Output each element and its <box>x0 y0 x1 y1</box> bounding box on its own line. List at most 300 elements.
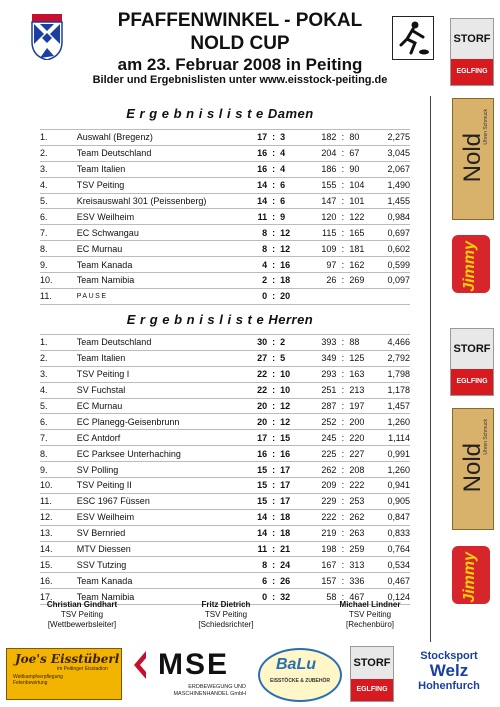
team-cell: SSV Tutzing <box>77 557 244 573</box>
team-cell: Team Kanada <box>77 257 244 273</box>
jimmy-logo <box>452 235 490 293</box>
wins-cell: 16 <box>243 145 267 161</box>
team-cell: Team Italien <box>77 161 244 177</box>
points-against-cell: 104 <box>349 177 375 193</box>
team-cell: EC Planegg-Geisenbrunn <box>77 414 244 430</box>
mse-logo-text: MSE <box>158 648 230 681</box>
points-against-cell: 467 <box>349 589 375 605</box>
points-against-cell: 253 <box>349 493 375 509</box>
wins-cell: 6 <box>243 573 267 589</box>
rank-cell: 4. <box>40 382 77 398</box>
points-against-cell: 162 <box>349 257 375 273</box>
losses-cell: 32 <box>280 589 302 605</box>
table-row <box>40 541 410 557</box>
separator-cell: : <box>336 257 349 273</box>
separator-cell: : <box>336 161 349 177</box>
team-cell: ESC 1967 Füssen <box>77 493 244 509</box>
separator-cell: : <box>267 446 280 462</box>
table-row <box>40 257 410 273</box>
team-cell: Team Kanada <box>77 573 244 589</box>
rank-cell: 2. <box>40 145 77 161</box>
separator-cell: : <box>267 209 280 225</box>
wins-cell: 8 <box>243 557 267 573</box>
points-against-cell: 80 <box>349 130 375 146</box>
quotient-cell: 0,984 <box>375 209 410 225</box>
title-line-1: PFAFFENWINKEL - POKAL <box>117 10 363 31</box>
wins-cell: 4 <box>243 257 267 273</box>
table-row <box>40 430 410 446</box>
wins-cell: 14 <box>243 525 267 541</box>
table-row <box>40 177 410 193</box>
separator-cell: : <box>336 193 349 209</box>
team-cell: Team Deutschland <box>77 335 244 351</box>
rank-cell: 10. <box>40 273 77 289</box>
separator-cell: : <box>336 509 349 525</box>
points-for-cell: 97 <box>302 257 337 273</box>
separator-cell: : <box>267 493 280 509</box>
storf-logo-text: STORF <box>351 647 393 679</box>
nold-logo-text: Nold <box>459 133 486 183</box>
wins-cell: 17 <box>243 130 267 146</box>
results-table-damen <box>40 129 410 305</box>
balu-logo-subtext: EISSTÖCKE & ZUBEHÖR <box>269 678 330 684</box>
quotient-cell: 1,490 <box>375 177 410 193</box>
team-cell: ESV Weilheim <box>77 209 244 225</box>
club-crest-logo <box>30 14 64 60</box>
quotient-cell <box>375 288 410 304</box>
table-row <box>40 130 410 146</box>
table-row <box>40 557 410 573</box>
separator-cell: : <box>336 335 349 351</box>
wins-cell: 16 <box>243 446 267 462</box>
table-row <box>40 414 410 430</box>
separator-cell: : <box>267 145 280 161</box>
signature-club: TSV Peiting <box>204 610 248 619</box>
losses-cell: 2 <box>280 335 302 351</box>
quotient-cell: 1,178 <box>375 382 410 398</box>
separator-cell: : <box>336 493 349 509</box>
team-cell: EC Murnau <box>77 241 244 257</box>
separator-cell: : <box>336 414 349 430</box>
team-cell: SV Fuchstal <box>77 382 244 398</box>
wins-cell: 17 <box>243 430 267 446</box>
points-against-cell: 262 <box>349 509 375 525</box>
points-for-cell: 393 <box>302 335 337 351</box>
quotient-cell: 0,833 <box>375 525 410 541</box>
table-row <box>40 145 410 161</box>
rank-cell: 11. <box>40 493 77 509</box>
points-for-cell: 225 <box>302 446 337 462</box>
table-row <box>40 209 410 225</box>
losses-cell: 3 <box>280 130 302 146</box>
rank-cell: 1. <box>40 335 77 351</box>
rank-cell: 13. <box>40 525 77 541</box>
separator-cell: : <box>267 193 280 209</box>
points-against-cell: 122 <box>349 209 375 225</box>
rank-cell: 16. <box>40 573 77 589</box>
rank-cell: 11. <box>40 288 77 304</box>
points-for-cell: 155 <box>302 177 337 193</box>
points-for-cell: 287 <box>302 398 337 414</box>
wins-cell: 15 <box>243 462 267 478</box>
joes-eisstuberl-logo <box>6 648 122 700</box>
points-against-cell: 163 <box>349 366 375 382</box>
wins-cell: 0 <box>243 589 267 605</box>
signature-wettbewerbsleiter <box>22 600 142 630</box>
losses-cell: 4 <box>280 161 302 177</box>
points-against-cell: 208 <box>349 462 375 478</box>
rank-cell: 3. <box>40 161 77 177</box>
separator-cell: : <box>267 382 280 398</box>
team-cell: ESV Weilheim <box>77 509 244 525</box>
signature-club: TSV Peiting <box>348 610 392 619</box>
wins-cell: 30 <box>243 335 267 351</box>
separator-cell: : <box>336 573 349 589</box>
table-row <box>40 462 410 478</box>
rank-cell: 5. <box>40 398 77 414</box>
wins-cell: 14 <box>243 193 267 209</box>
team-cell: Team Namibia <box>77 273 244 289</box>
points-against-cell <box>349 288 375 304</box>
team-cell: EC Antdorf <box>77 430 244 446</box>
team-cell: PAUSE <box>77 288 244 304</box>
separator-cell: : <box>336 209 349 225</box>
separator-cell: : <box>267 130 280 146</box>
title-line-3: am 23. Februar 2008 in Peiting <box>117 55 363 74</box>
quotient-cell: 0,905 <box>375 493 410 509</box>
points-for-cell: 109 <box>302 241 337 257</box>
quotient-cell: 1,457 <box>375 398 410 414</box>
points-against-cell: 227 <box>349 446 375 462</box>
storf-logo-subtext: EGLFING <box>451 369 493 395</box>
nold-logo <box>452 98 494 220</box>
rank-cell: 14. <box>40 541 77 557</box>
losses-cell: 18 <box>280 273 302 289</box>
separator-cell: : <box>267 398 280 414</box>
separator-cell: : <box>267 478 280 494</box>
points-against-cell: 197 <box>349 398 375 414</box>
quotient-cell: 0,764 <box>375 541 410 557</box>
balu-logo-text: BaLu <box>276 656 316 673</box>
wins-cell: 14 <box>243 177 267 193</box>
losses-cell: 12 <box>280 225 302 241</box>
points-for-cell: 58 <box>302 589 337 605</box>
points-for-cell: 157 <box>302 573 337 589</box>
team-cell: EC Schwangau <box>77 225 244 241</box>
signature-name: Christian Gindhart <box>46 600 118 609</box>
rank-cell: 5. <box>40 193 77 209</box>
table-row <box>40 525 410 541</box>
losses-cell: 17 <box>280 462 302 478</box>
points-against-cell: 213 <box>349 382 375 398</box>
separator-cell: : <box>267 525 280 541</box>
storf-logo-subtext: EGLFING <box>451 59 493 85</box>
mse-logo <box>130 648 246 698</box>
separator-cell: : <box>267 161 280 177</box>
points-against-cell: 101 <box>349 193 375 209</box>
signature-club: TSV Peiting <box>60 610 104 619</box>
losses-cell: 20 <box>280 288 302 304</box>
points-for-cell: 26 <box>302 273 337 289</box>
losses-cell: 21 <box>280 541 302 557</box>
quotient-cell: 2,067 <box>375 161 410 177</box>
separator-cell: : <box>267 541 280 557</box>
quotient-cell: 0,602 <box>375 241 410 257</box>
quotient-cell: 1,114 <box>375 430 410 446</box>
wins-cell: 14 <box>243 509 267 525</box>
losses-cell: 18 <box>280 509 302 525</box>
points-for-cell: 219 <box>302 525 337 541</box>
points-for-cell: 229 <box>302 493 337 509</box>
separator-cell: : <box>336 462 349 478</box>
separator-cell: : <box>336 478 349 494</box>
rank-cell: 4. <box>40 177 77 193</box>
separator-cell: : <box>336 241 349 257</box>
quotient-cell: 0,847 <box>375 509 410 525</box>
points-against-cell: 336 <box>349 573 375 589</box>
table-row <box>40 366 410 382</box>
rank-cell: 6. <box>40 414 77 430</box>
divider-line <box>430 96 431 642</box>
joes-line: Fetenbewirtung <box>13 680 48 686</box>
signature-schiedsrichter <box>166 600 286 630</box>
losses-cell: 6 <box>280 193 302 209</box>
separator-cell <box>336 288 349 304</box>
team-cell: EC Murnau <box>77 398 244 414</box>
separator-cell: : <box>336 525 349 541</box>
table-row <box>40 493 410 509</box>
quotient-cell: 0,124 <box>375 589 410 605</box>
table-row <box>40 382 410 398</box>
rank-cell: 7. <box>40 225 77 241</box>
points-against-cell: 90 <box>349 161 375 177</box>
team-cell: MTV Diessen <box>77 541 244 557</box>
separator-cell: : <box>267 462 280 478</box>
points-against-cell: 200 <box>349 414 375 430</box>
points-for-cell: 120 <box>302 209 337 225</box>
losses-cell: 6 <box>280 177 302 193</box>
storf-logo-text: STORF <box>451 19 493 59</box>
points-for-cell: 198 <box>302 541 337 557</box>
table-row <box>40 225 410 241</box>
wins-cell: 11 <box>243 541 267 557</box>
team-cell: TSV Peiting <box>77 177 244 193</box>
separator-cell: : <box>336 366 349 382</box>
signature-name: Fritz Dietrich <box>201 600 251 609</box>
table-row <box>40 161 410 177</box>
jimmy-logo-text: Jimmy <box>461 552 478 603</box>
separator-cell: : <box>336 225 349 241</box>
separator-cell: : <box>267 509 280 525</box>
welz-logo-line2: Welz <box>429 661 469 680</box>
points-against-cell: 259 <box>349 541 375 557</box>
separator-cell: : <box>336 541 349 557</box>
table-row <box>40 350 410 366</box>
welz-logo <box>404 650 494 692</box>
nold-logo-subtext: Uhren Schmuck <box>483 109 489 145</box>
rank-cell: 12. <box>40 509 77 525</box>
losses-cell: 9 <box>280 209 302 225</box>
wins-cell: 15 <box>243 478 267 494</box>
points-against-cell: 220 <box>349 430 375 446</box>
separator-cell: : <box>336 398 349 414</box>
losses-cell: 16 <box>280 257 302 273</box>
quotient-cell: 0,097 <box>375 273 410 289</box>
separator-cell: : <box>267 573 280 589</box>
welz-logo-line3: Hohenfurch <box>418 680 480 692</box>
quotient-cell: 0,467 <box>375 573 410 589</box>
team-cell: TSV Peiting I <box>77 366 244 382</box>
points-against-cell: 125 <box>349 350 375 366</box>
points-against-cell: 269 <box>349 273 375 289</box>
rank-cell: 9. <box>40 462 77 478</box>
points-for-cell: 222 <box>302 509 337 525</box>
quotient-cell: 1,798 <box>375 366 410 382</box>
rank-cell: 3. <box>40 366 77 382</box>
table-row <box>40 398 410 414</box>
separator-cell: : <box>336 177 349 193</box>
wins-cell: 16 <box>243 161 267 177</box>
wins-cell: 20 <box>243 398 267 414</box>
nold-logo-2 <box>452 408 494 530</box>
separator-cell: : <box>336 430 349 446</box>
losses-cell: 10 <box>280 366 302 382</box>
rank-cell: 8. <box>40 446 77 462</box>
separator-cell: : <box>336 382 349 398</box>
joes-line: Wettkampfverpflegung <box>13 674 63 680</box>
points-for-cell: 204 <box>302 145 337 161</box>
nold-logo-subtext: Uhren Schmuck <box>483 419 489 455</box>
separator-cell: : <box>267 241 280 257</box>
points-for-cell: 209 <box>302 478 337 494</box>
wins-cell: 8 <box>243 241 267 257</box>
team-cell: Team Namibia <box>77 589 244 605</box>
separator-cell: : <box>267 288 280 304</box>
separator-cell: : <box>267 589 280 605</box>
signature-role: [Wettbewerbsleiter] <box>47 620 117 629</box>
points-against-cell: 165 <box>349 225 375 241</box>
table-row <box>40 573 410 589</box>
rank-cell: 10. <box>40 478 77 494</box>
balu-logo <box>258 648 342 702</box>
table-row <box>40 335 410 351</box>
rank-cell: 6. <box>40 209 77 225</box>
rank-cell: 9. <box>40 257 77 273</box>
results-table-herren <box>40 334 410 605</box>
separator-cell: : <box>336 273 349 289</box>
points-for-cell: 167 <box>302 557 337 573</box>
wins-cell: 8 <box>243 225 267 241</box>
points-for-cell: 293 <box>302 366 337 382</box>
rank-cell: 2. <box>40 350 77 366</box>
table-row <box>40 288 410 304</box>
losses-cell: 16 <box>280 446 302 462</box>
quotient-cell: 0,991 <box>375 446 410 462</box>
quotient-cell: 0,534 <box>375 557 410 573</box>
losses-cell: 18 <box>280 525 302 541</box>
separator-cell: : <box>267 430 280 446</box>
storf-logo <box>450 18 494 86</box>
rank-cell: 15. <box>40 557 77 573</box>
separator-cell: : <box>267 177 280 193</box>
losses-cell: 15 <box>280 430 302 446</box>
title-line-2: NOLD CUP <box>190 33 290 54</box>
rank-cell: 7. <box>40 430 77 446</box>
points-for-cell: 147 <box>302 193 337 209</box>
storf-logo-subtext: EGLFING <box>351 679 393 701</box>
signature-rechenbuero <box>310 600 430 630</box>
points-for-cell: 245 <box>302 430 337 446</box>
losses-cell: 5 <box>280 350 302 366</box>
separator-cell: : <box>336 446 349 462</box>
storf-logo-text: STORF <box>451 329 493 369</box>
quotient-cell: 0,599 <box>375 257 410 273</box>
points-for-cell: 115 <box>302 225 337 241</box>
table-row <box>40 193 410 209</box>
quotient-cell: 3,045 <box>375 145 410 161</box>
points-for-cell: 252 <box>302 414 337 430</box>
table-row <box>40 241 410 257</box>
points-against-cell: 181 <box>349 241 375 257</box>
separator-cell: : <box>336 145 349 161</box>
losses-cell: 12 <box>280 398 302 414</box>
losses-cell: 10 <box>280 382 302 398</box>
separator-cell: : <box>267 350 280 366</box>
team-cell: Auswahl (Bregenz) <box>77 130 244 146</box>
mse-subtext: MASCHINENHANDEL GmbH <box>173 691 246 697</box>
rank-cell: 1. <box>40 130 77 146</box>
storf-logo-2 <box>450 328 494 396</box>
quotient-cell: 1,260 <box>375 414 410 430</box>
quotient-cell: 2,792 <box>375 350 410 366</box>
points-against-cell: 88 <box>349 335 375 351</box>
welz-logo-line1: Stocksport <box>420 650 478 662</box>
separator-cell: : <box>336 589 349 605</box>
wins-cell: 27 <box>243 350 267 366</box>
jimmy-logo-2 <box>452 546 490 604</box>
separator-cell: : <box>267 225 280 241</box>
team-cell: Team Deutschland <box>77 145 244 161</box>
points-for-cell: 251 <box>302 382 337 398</box>
storf-logo-footer <box>350 646 394 702</box>
team-cell: EC Parksee Unterhaching <box>77 446 244 462</box>
team-cell: SV Polling <box>77 462 244 478</box>
signature-name: Michael Lindner <box>339 600 401 609</box>
team-cell: Team Italien <box>77 350 244 366</box>
rank-cell: 8. <box>40 241 77 257</box>
points-for-cell: 186 <box>302 161 337 177</box>
table-row <box>40 478 410 494</box>
team-cell: SV Bernried <box>77 525 244 541</box>
joes-logo-subtext: im Peitinger Eisstadion <box>57 666 108 672</box>
losses-cell: 24 <box>280 557 302 573</box>
separator-cell: : <box>267 557 280 573</box>
curling-player-icon <box>392 16 434 60</box>
quotient-cell: 0,697 <box>375 225 410 241</box>
wins-cell: 15 <box>243 493 267 509</box>
signature-role: [Rechenbüro] <box>345 620 395 629</box>
signature-role: [Schiedsrichter] <box>198 620 254 629</box>
points-against-cell: 67 <box>349 145 375 161</box>
team-cell: Kreisauswahl 301 (Peissenberg) <box>77 193 244 209</box>
mse-subtext: ERDBEWEGUNG UND <box>188 684 246 690</box>
separator-cell: : <box>336 350 349 366</box>
table-row <box>40 509 410 525</box>
losses-cell: 17 <box>280 478 302 494</box>
quotient-cell: 2,275 <box>375 130 410 146</box>
wins-cell: 20 <box>243 414 267 430</box>
table-row <box>40 446 410 462</box>
